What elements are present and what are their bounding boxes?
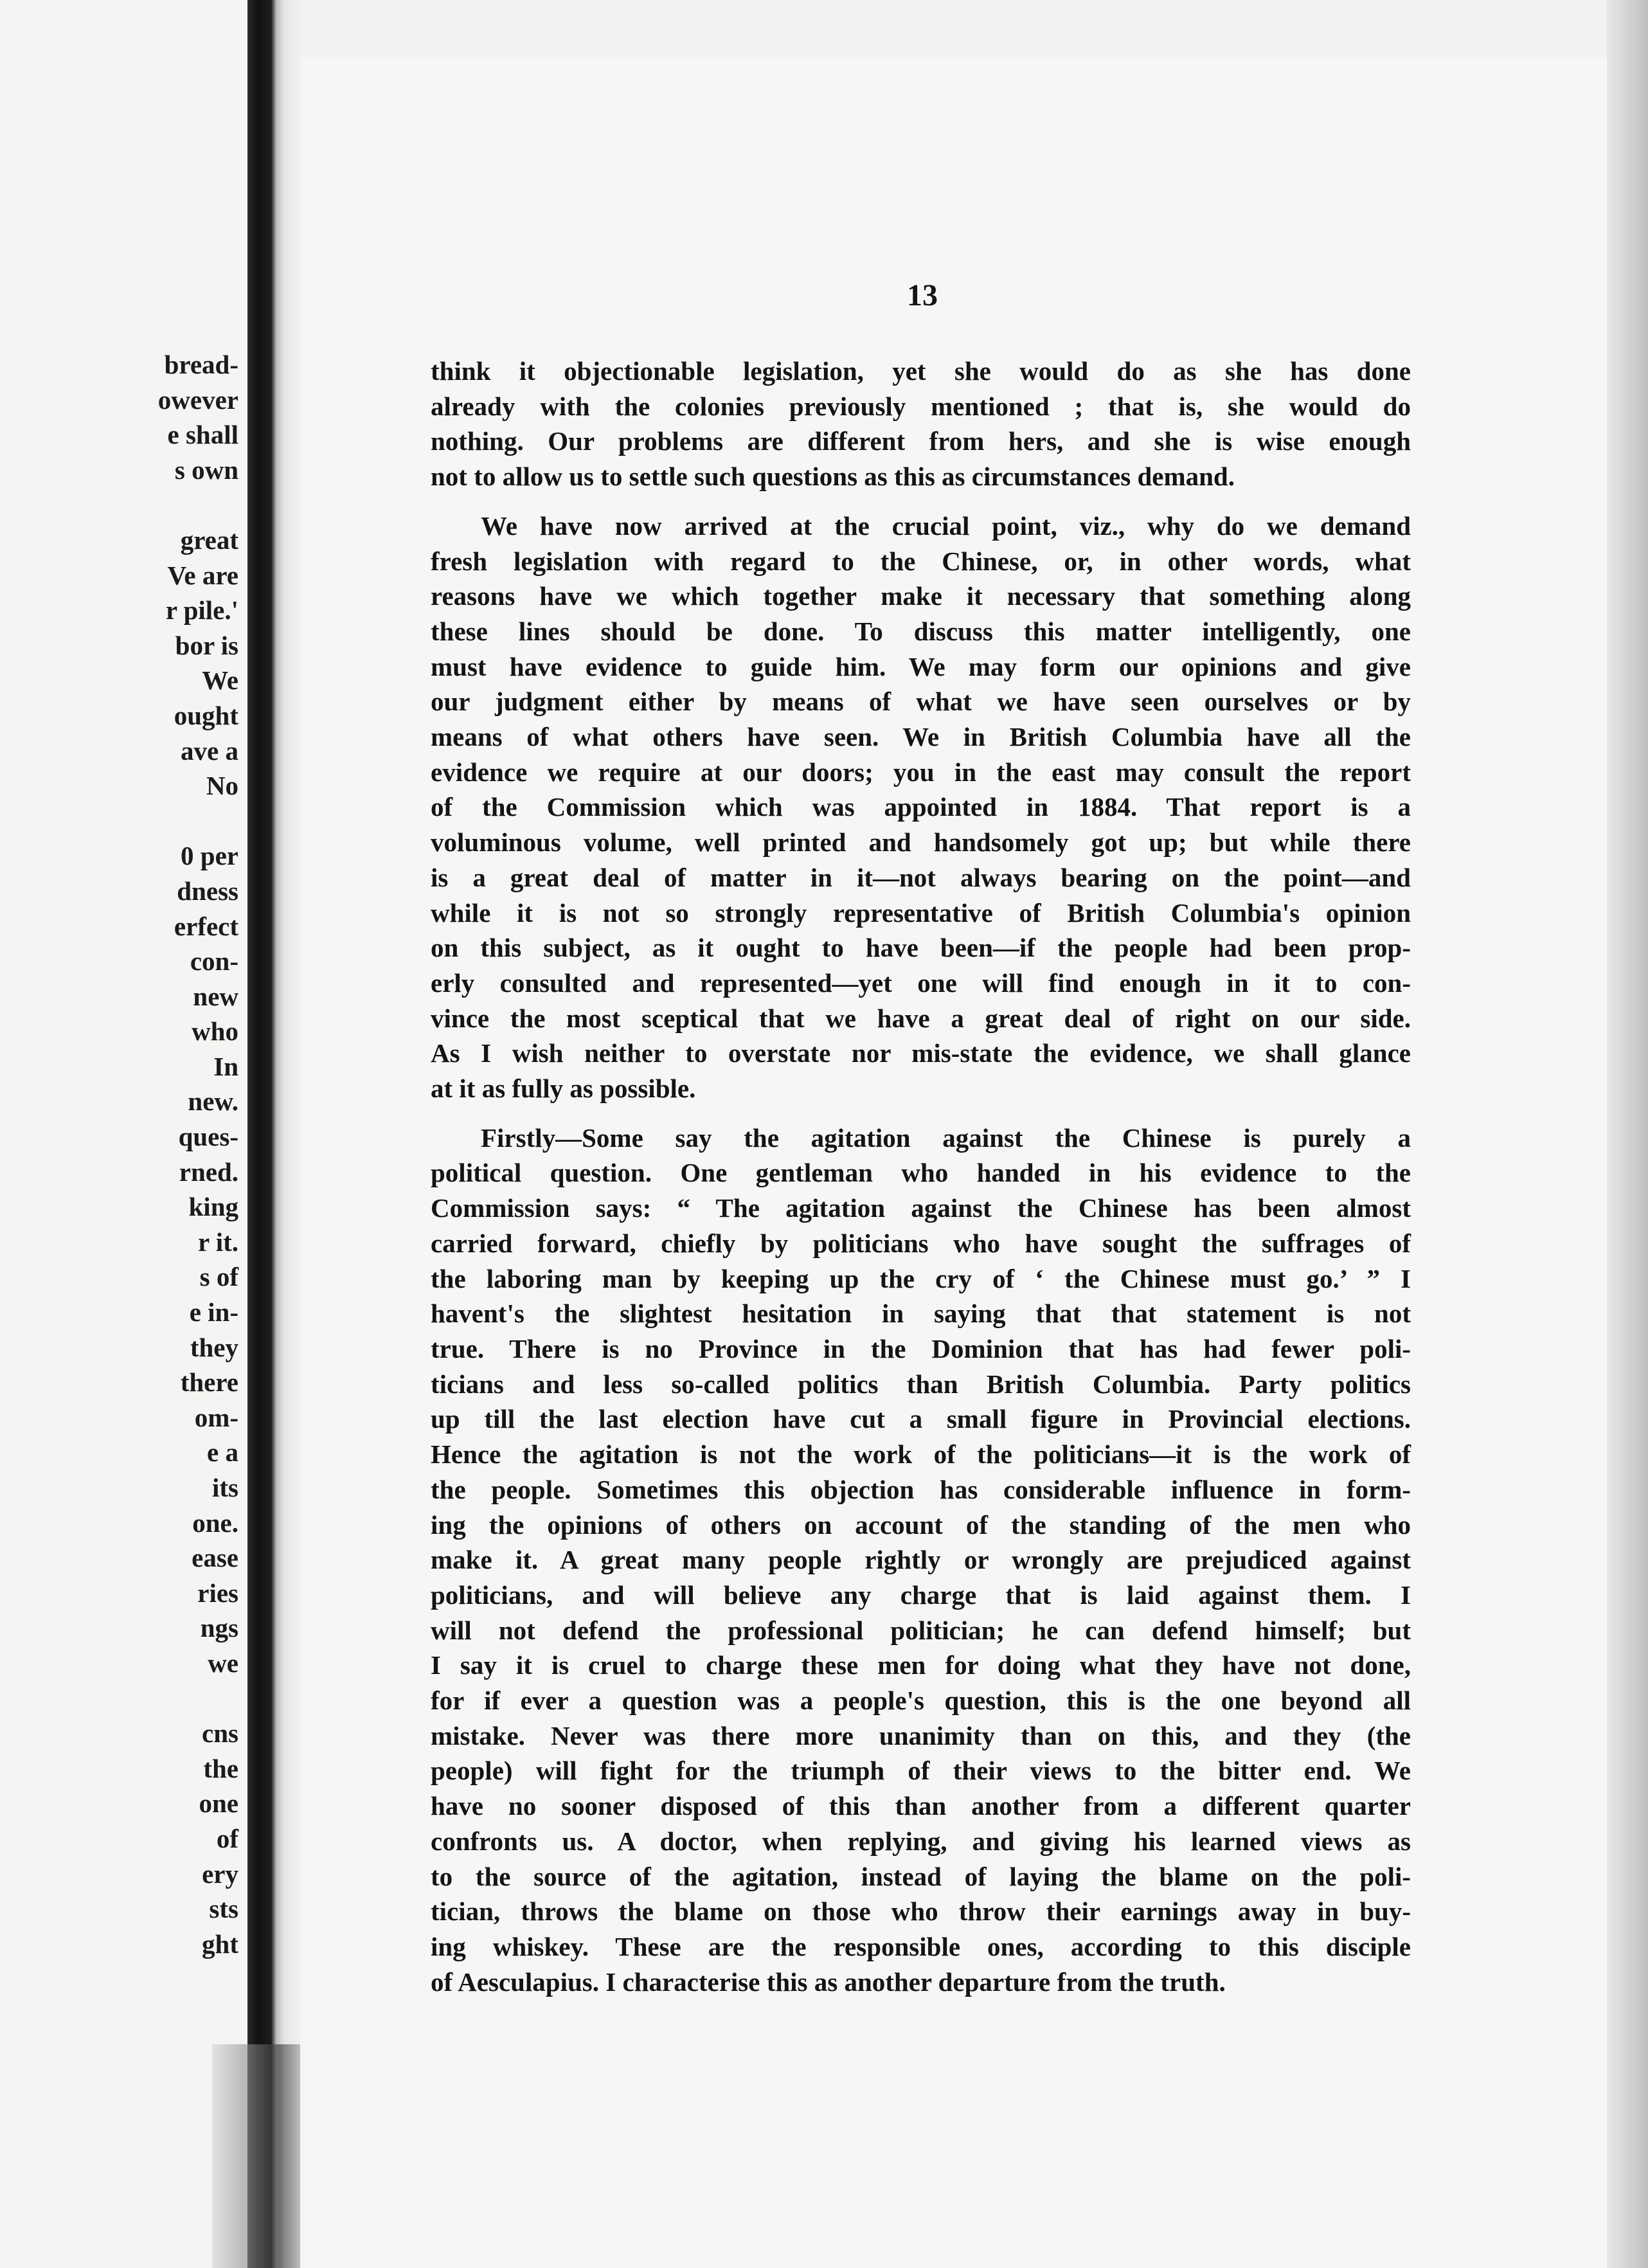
text-line: ing the opinions of others on account of the standing of the men who [431, 1509, 1411, 1540]
left-page-edge [0, 0, 247, 2268]
left-page-fragment: In [213, 1051, 238, 1081]
left-page-fragment: great [180, 525, 238, 555]
text-line: voluminous volume, well printed and handsomely got up; but while there [431, 827, 1411, 858]
left-page-fragment: there [180, 1367, 238, 1398]
left-page-fragment: om- [194, 1402, 238, 1432]
left-page-fragment: s own [174, 455, 238, 485]
left-page-fragment: r it. [197, 1227, 238, 1257]
text-line: As I wish neither to overstate nor mis-state the evidence, we shall glance [431, 1038, 1411, 1068]
text-line: on this subject, as it ought to have been—if the people had been prop- [431, 933, 1411, 963]
left-page-fragment: its [212, 1473, 238, 1502]
text-line: true. There is no Province in the Dominion that has had fewer poli- [431, 1333, 1411, 1364]
paragraph [431, 509, 1411, 1106]
page-number: 13 [907, 278, 938, 312]
left-page-fragment: ought [174, 700, 238, 730]
gutter-shadow [212, 2044, 309, 2268]
text-line: people) will fight for the triumph of their views to the bitter end. We [431, 1756, 1411, 1786]
text-line: for if ever a question was a people's question, this is the one beyond all [431, 1686, 1411, 1716]
paragraph [431, 1120, 1411, 2000]
text-line: confronts us. A doctor, when replying, and giving his learned views as [431, 1826, 1411, 1856]
left-page-fragment: r pile.' [165, 595, 238, 626]
left-page-fragment: rned. [179, 1156, 238, 1187]
left-page-fragment: one [199, 1788, 238, 1819]
left-page-fragment: e shall [167, 420, 238, 450]
left-page-fragment: con- [190, 946, 238, 977]
text-line: mistake. Never was there more unanimity than on this, and they (the [431, 1720, 1411, 1751]
left-page-fragment: ave a [181, 735, 238, 766]
text-line: our judgment either by means of what we have seen ourselves or by [431, 687, 1411, 717]
text-line: evidence we require at our doors; you in the east may consult the report [431, 757, 1411, 787]
text-line: must have evidence to guide him. We may form our opinions and give [431, 651, 1411, 681]
left-page-fragment: ease [192, 1543, 238, 1573]
text-line: carried forward, chiefly by politicians who have sought the suffrages of [431, 1228, 1411, 1258]
left-page-fragment: ques- [178, 1122, 238, 1152]
left-page-fragment: we [208, 1648, 238, 1678]
text-line: means of what others have seen. We in British Columbia have all the [431, 722, 1411, 752]
left-page-fragment: cns [202, 1718, 238, 1749]
paragraph-spacing [431, 494, 1411, 509]
text-line: have no sooner disposed of this than another from a different quarter [431, 1791, 1411, 1821]
left-page-fragment [142, 1681, 238, 1716]
text-line: politicians, and will believe any charge that is laid against them. I [431, 1580, 1411, 1610]
text-line: the laboring man by keeping up the cry of ‘ the Chinese must go.’ ” I [431, 1263, 1411, 1293]
text-line: the people. Sometimes this objection has considerable influence in form- [431, 1474, 1411, 1504]
text-line: nothing. Our problems are different from hers, and she is wise enough [431, 426, 1411, 456]
text-line: reasons have we which together make it necessary that something along [431, 581, 1411, 611]
left-page-fragment: Ve are [167, 560, 238, 590]
left-page-fragment: the [203, 1753, 238, 1783]
text-line: tician, throws the blame on those who throw their earnings away in buy- [431, 1896, 1411, 1927]
left-page-fragment [142, 804, 238, 839]
left-page-fragment: e a [207, 1437, 238, 1468]
book-gutter [247, 0, 300, 2268]
text-line: political question. One gentleman who handed in his evidence to the [431, 1158, 1411, 1188]
left-page-fragment: king [188, 1192, 238, 1222]
text-line: while it is not so strongly representative of British Columbia's opinion [431, 897, 1411, 928]
left-page-fragment: of [216, 1823, 238, 1853]
text-line: fresh legislation with regard to the Chinese, or, in other words, what [431, 546, 1411, 576]
text-line: of Aesculapius. I characterise this as another departure from the truth. [431, 1967, 1226, 1997]
left-page-fragment: ngs [200, 1613, 238, 1643]
left-page-fragment [142, 487, 238, 523]
left-page-fragment: ght [202, 1929, 238, 1959]
left-page-fragment: erfect [174, 911, 238, 941]
left-page-fragment: bread- [164, 350, 238, 379]
left-page-text-fragments [142, 347, 238, 1961]
left-page-fragment: ries [197, 1578, 238, 1608]
paragraph [431, 354, 1411, 494]
left-page-fragment: new. [188, 1086, 238, 1117]
left-page-fragment: one. [192, 1508, 238, 1538]
left-page-fragment: e in- [189, 1297, 238, 1328]
text-line: will not defend the professional politician; he can defend himself; but [431, 1615, 1411, 1645]
paragraph-spacing [431, 1106, 1411, 1120]
text-line: think it objectionable legislation, yet she would do as she has done [431, 356, 1411, 386]
text-line: ing whiskey. These are the responsible ones, according to this disciple [431, 1931, 1411, 1961]
body-text [431, 354, 1411, 1999]
left-page-fragment: s of [199, 1262, 238, 1292]
left-page-fragment: new [193, 981, 238, 1011]
text-line: Firstly—Some say the agitation against the Chinese is purely a [481, 1122, 1411, 1153]
left-page-fragment: who [192, 1016, 238, 1047]
text-line: vince the most sceptical that we have a great deal of right on our side. [431, 1003, 1411, 1033]
text-line: erly consulted and represented—yet one will find enough in it to con- [431, 968, 1411, 998]
left-page-fragment: No [206, 771, 238, 801]
text-line: havent's the slightest hesitation in saying that that statement is not [431, 1299, 1411, 1329]
text-line: up till the last election have cut a small figure in Provincial elections. [431, 1404, 1411, 1434]
text-line: Hence the agitation is not the work of the politicians—it is the work of [431, 1439, 1411, 1470]
left-page-fragment: owever [157, 384, 238, 415]
left-page-fragment: bor is [175, 630, 238, 660]
left-page-fragment: sts [209, 1894, 238, 1924]
left-page-fragment: they [190, 1332, 238, 1362]
text-line: not to allow us to settle such questions as this as circumstances demand. [431, 462, 1235, 492]
text-line: these lines should be done. To discuss this matter intelligently, one [431, 616, 1411, 646]
text-line: already with the colonies previously mentioned ; that is, she would do [431, 391, 1411, 421]
right-page-edge [1607, 0, 1648, 2268]
text-line: I say it is cruel to charge these men for doing what they have not done, [431, 1650, 1411, 1680]
text-line: We have now arrived at the crucial point, viz., why do we demand [481, 510, 1411, 541]
left-page-fragment: 0 per [181, 841, 238, 871]
text-line: at it as fully as possible. [431, 1074, 696, 1104]
text-line: make it. A great many people rightly or wrongly are prejudiced against [431, 1545, 1411, 1575]
text-line: ticians and less so-called politics than British Columbia. Party politics [431, 1369, 1411, 1399]
left-page-fragment: dness [177, 876, 238, 906]
text-line: to the source of the agitation, instead of laying the blame on the poli- [431, 1861, 1411, 1891]
left-page-fragment: We [202, 665, 238, 696]
text-line: Commission says: “ The agitation against the Chinese has been almost [431, 1193, 1411, 1223]
left-page-fragment: ery [202, 1859, 238, 1889]
text-line: of the Commission which was appointed in 1884. That report is a [431, 792, 1411, 822]
text-line: is a great deal of matter in it—not always bearing on the point—and [431, 862, 1411, 892]
